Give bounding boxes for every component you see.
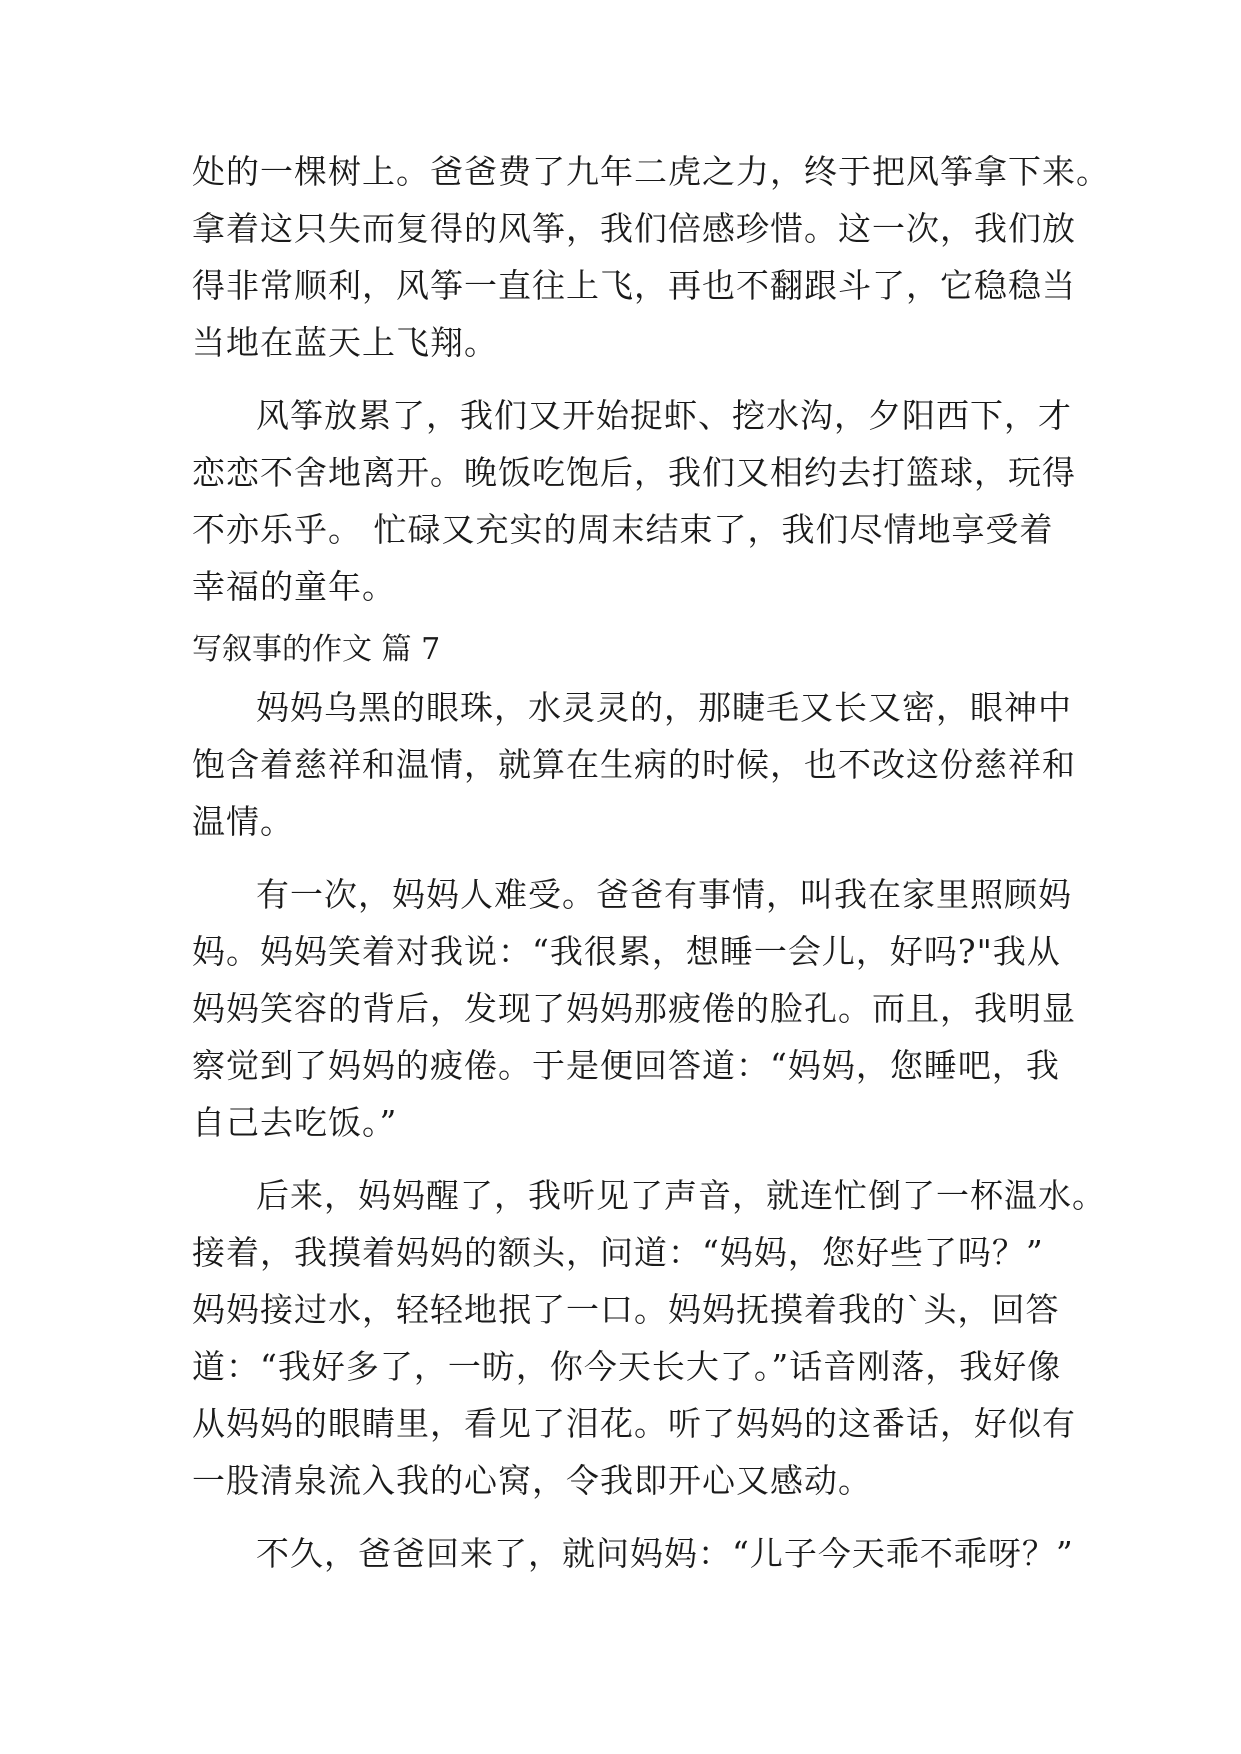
paragraph-first-line: 有一次，妈妈人难受。爸爸有事情，叫我在家里照顾妈 (256, 875, 1072, 914)
text-line: 处的一棵树上。爸爸费了九年二虎之力，终于把风筝拿下来。 (192, 152, 1110, 191)
text-line: 温情。 (192, 802, 294, 841)
text-line: 道：“我好多了，一昉，你今天长大了。”话音刚落，我好像 (192, 1347, 1062, 1386)
text-line: 幸福的童年。 (192, 567, 396, 606)
text-line: 一股清泉流入我的心窝，令我即开心又感动。 (192, 1461, 872, 1500)
paragraph-first-line: 风筝放累了，我们又开始捉虾、挖水沟，夕阳西下，才 (256, 396, 1072, 435)
text-line: 不亦乐乎。 忙碌又充实的周末结束了，我们尽情地享受着 (192, 510, 1054, 549)
text-line: 拿着这只失而复得的风筝，我们倍感珍惜。这一次，我们放 (192, 209, 1076, 248)
text-line: 接着，我摸着妈妈的额头，问道：“妈妈，您好些了吗？” (192, 1233, 1044, 1272)
text-line: 察觉到了妈妈的疲倦。于是便回答道：“妈妈，您睡吧，我 (192, 1046, 1060, 1085)
text-line: 妈妈接过水，轻轻地抿了一口。妈妈抚摸着我的`头，回答 (192, 1290, 1060, 1329)
text-line: 得非常顺利，风筝一直往上飞，再也不翻跟斗了，它稳稳当 (192, 266, 1076, 305)
paragraph-first-line: 不久，爸爸回来了，就问妈妈：“儿子今天乖不乖呀？” (256, 1534, 1074, 1573)
text-line: 从妈妈的眼睛里，看见了泪花。听了妈妈的这番话，好似有 (192, 1404, 1076, 1443)
section-heading: 写叙事的作文 篇 7 (192, 632, 441, 667)
paragraph-first-line: 妈妈乌黑的眼珠，水灵灵的，那睫毛又长又密，眼神中 (256, 688, 1072, 727)
text-line: 妈。妈妈笑着对我说：“我很累，想睡一会儿，好吗?"我从 (192, 932, 1061, 971)
text-line: 妈妈笑容的背后，发现了妈妈那疲倦的脸孔。而且，我明显 (192, 989, 1076, 1028)
text-line: 当地在蓝天上飞翔。 (192, 323, 498, 362)
paragraph-first-line: 后来，妈妈醒了，我听见了声音，就连忙倒了一杯温水。 (256, 1176, 1106, 1215)
text-line: 恋恋不舍地离开。晚饭吃饱后，我们又相约去打篮球，玩得 (192, 453, 1076, 492)
text-line: 饱含着慈祥和温情，就算在生病的时候，也不改这份慈祥和 (192, 745, 1076, 784)
text-line: 自己去吃饭。” (192, 1103, 398, 1142)
